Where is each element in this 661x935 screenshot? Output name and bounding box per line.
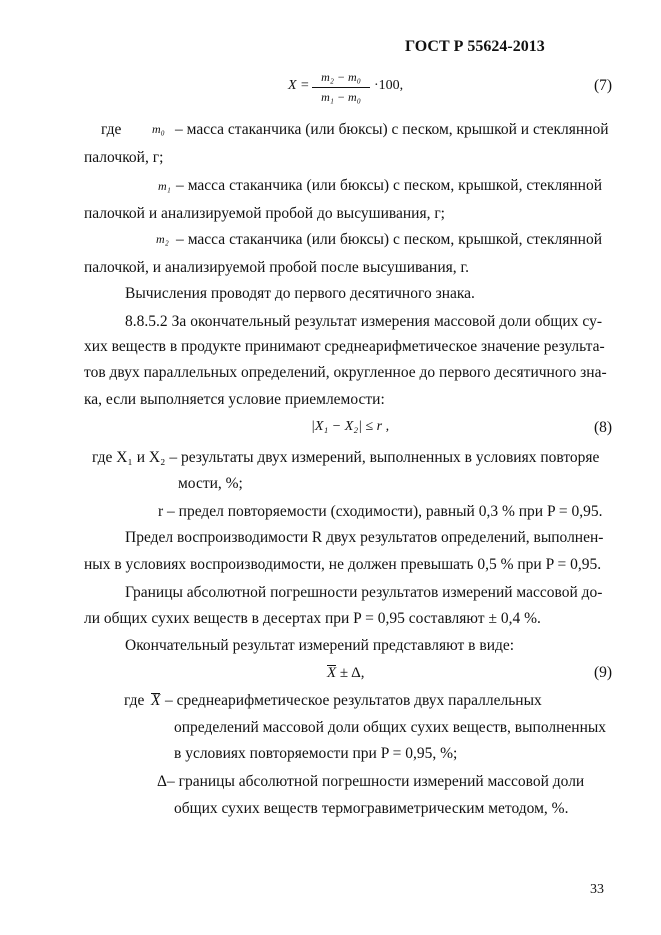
para-8852-line-2: хих веществ в продукте принимают среднеарифметическое значение результа- xyxy=(84,338,605,355)
formula-7-lhs: X = xyxy=(288,78,310,93)
defs7-m1-cont: палочкой и анализируемой пробой до высушивания, г; xyxy=(84,205,445,222)
defs7-m1-symbol: m₁ xyxy=(158,179,171,193)
formula-9 xyxy=(327,665,364,682)
defs9-line-1: – среднеарифметическое результатов двух параллельных xyxy=(165,692,542,709)
para-8852-line-3: тов двух параллельных определений, округленное до первого десятичного зна- xyxy=(84,364,607,381)
defs7-m1-text: – масса стаканчика (или бюксы) с песком, крышкой, стеклянной xyxy=(176,177,602,194)
defs7-where: где xyxy=(101,121,122,138)
defs7-m2-symbol: m₂ xyxy=(156,232,169,246)
defs8-r-line: r – предел повторяемости (сходимости), равный 0,3 % при P = 0,95. xyxy=(158,503,603,520)
defs9-line-2: определений массовой доли общих сухих веществ, выполненных xyxy=(174,719,607,736)
defs8-line-1: где X₁ и X₂ – результаты двух измерений, выполненных в условиях повторяе xyxy=(92,449,600,466)
calc-note: Вычисления проводят до первого десятичного знака. xyxy=(125,285,475,302)
formula-7-factor: ·100, xyxy=(374,78,404,93)
defs7-m2-cont: палочкой, и анализируемой пробой после высушивания, г. xyxy=(84,259,469,276)
defs9-delta-line-2: общих сухих веществ термогравиметрическим методом, %. xyxy=(174,800,569,817)
para-repro-line-1: Предел воспроизводимости R двух результатов определений, выполнен- xyxy=(125,529,604,546)
para-8852-line-1: 8.8.5.2 За окончательный результат измерения массовой доли общих су- xyxy=(125,313,602,330)
defs7-m2-text: – масса стаканчика (или бюксы) с песком, крышкой, стеклянной xyxy=(176,231,602,248)
formula-7-denominator: m₁ − m₀ xyxy=(321,90,361,104)
defs7-m0-cont: палочкой, г; xyxy=(84,149,164,166)
formula-8: |X₁ − X₂| ≤ r , xyxy=(311,419,390,434)
defs7-m0-text: – масса стаканчика (или бюксы) с песком, крышкой и стеклянной xyxy=(175,121,609,138)
para-repro-line-2: ных в условиях воспроизводимости, не должен превышать 0,5 % при P = 0,95. xyxy=(84,556,602,573)
document-standard-number: ГОСТ Р 55624-2013 xyxy=(405,38,545,55)
formula-7-fraction-bar xyxy=(312,87,370,88)
para-8852-line-4: ка, если выполняется условие приемлемости: xyxy=(84,391,385,408)
defs9-where: где xyxy=(124,692,145,709)
formula-9-rest: ± Δ, xyxy=(339,665,365,681)
final-result-intro: Окончательный результат измерений представляют в виде: xyxy=(125,637,515,654)
defs9-delta-line-1: Δ– границы абсолютной погрешности измерений массовой доли xyxy=(157,773,585,790)
formula-8-number: (8) xyxy=(594,419,613,436)
defs9-xbar: X xyxy=(151,692,161,709)
defs7-m0-symbol: m₀ xyxy=(152,122,165,136)
formula-9-number: (9) xyxy=(594,664,613,681)
para-bounds-line-1: Границы абсолютной погрешности результатов измерений массовой до- xyxy=(125,584,603,601)
page-number: 33 xyxy=(590,882,604,897)
formula-7-number: (7) xyxy=(594,77,613,94)
formula-7-numerator: m₂ − m₀ xyxy=(321,70,361,84)
defs9-line-3: в условиях повторяемости при P = 0,95, %; xyxy=(174,745,458,762)
formula-9-xbar: X xyxy=(327,665,337,681)
para-bounds-line-2: ли общих сухих веществ в десертах при P = 0,95 составляют ± 0,4 %. xyxy=(84,610,541,627)
defs8-line-2: мости, %; xyxy=(178,475,243,492)
